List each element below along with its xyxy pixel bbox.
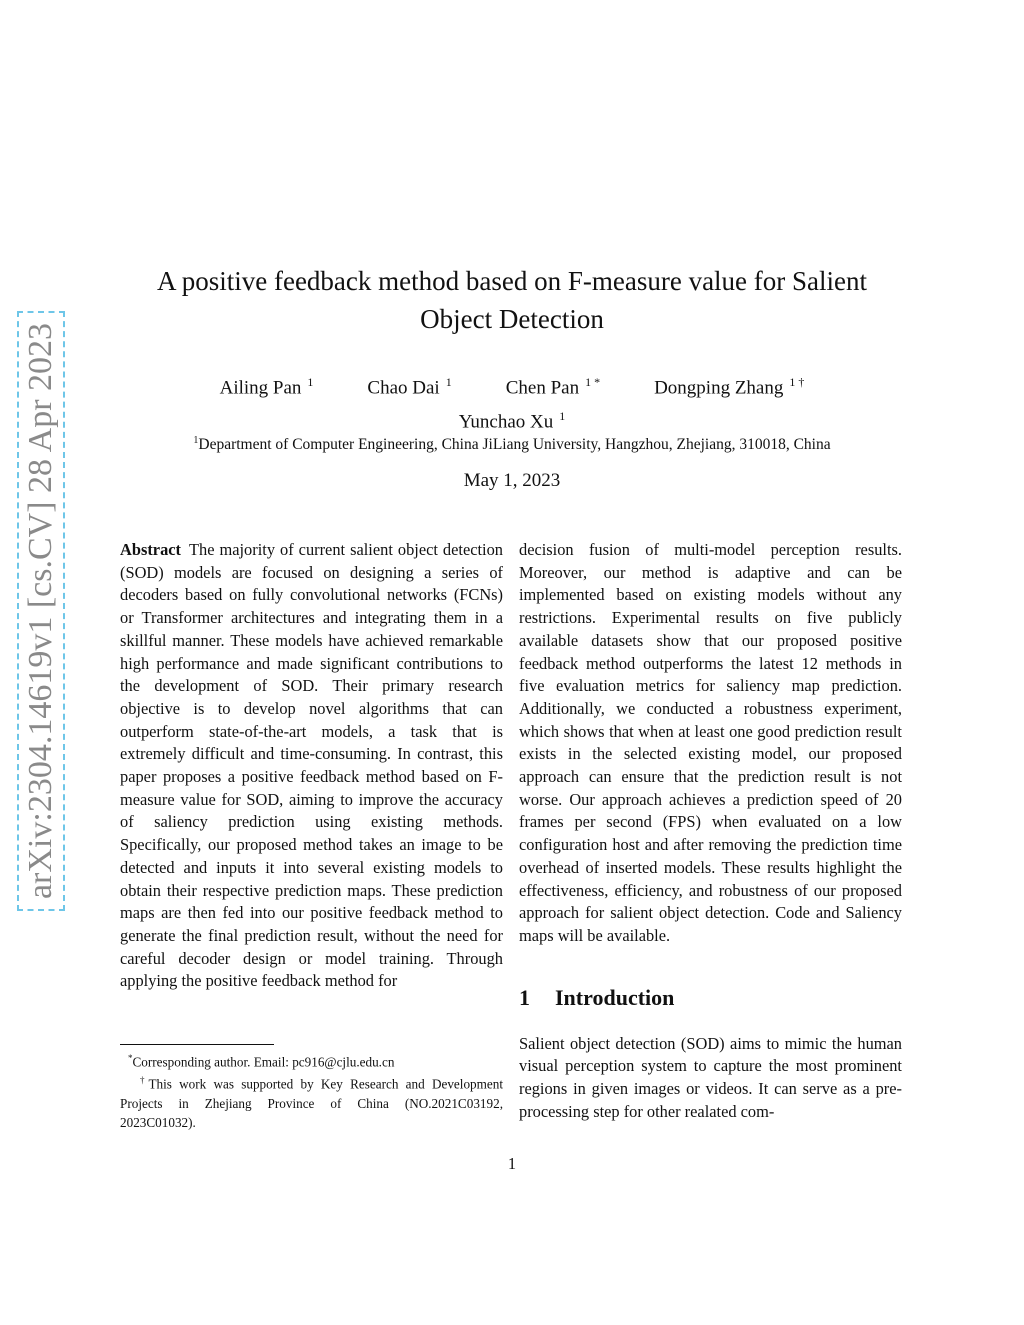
abstract-paragraph [120, 539, 503, 993]
author-marks: 1 [559, 409, 566, 423]
author [367, 369, 451, 401]
abstract-text-right: decision fusion of multi-model perception results. Moreover, our method is adaptive and can be implemented based on existing models without any restrictions. Experimental results on five publicly available datasets show that our proposed positive feedback method outperforms the latest 12 methods in five evaluation metrics for saliency map prediction. Additionally, we conducted a robustness experiment, which shows that when at least one good prediction result exists in the selected existing model, our proposed approach can ensure that the prediction result is not worse. Our approach achieves a prediction speed of 20 frames per second (FPS) when evaluated on a low configuration host and after removing the prediction time overhead of inserted models. These results highlight the effectiveness, efficiency, and robustness of our proposed approach for salient object detection. Code and Saliency maps will be available. [519, 540, 902, 945]
author-marks: 1 * [585, 375, 601, 389]
paper-title: A positive feedback method based on F-measure value for Salient Object Detection [156, 266, 868, 334]
author-list [120, 369, 904, 401]
introduction-text: Salient object detection (SOD) aims to mimic the human visual perception system to capture the most prominent regions in given images or videos. It can serve as a pre-processing step for other realated com- [519, 1033, 902, 1121]
affiliation-text: Department of Computer Engineering, China JiLiang University, Hangzhou, Zhejiang, 310018, China [198, 436, 831, 454]
author-name: Dongping Zhang [654, 377, 784, 399]
author-name: Chao Dai [367, 377, 440, 399]
section-title: Introduction [555, 984, 675, 1010]
footnote-text: Corresponding author. Email: pc916@cjlu.edu.cn [132, 1054, 395, 1070]
footnote [120, 1049, 503, 1071]
page-number: 1 [507, 1154, 517, 1173]
affiliation [120, 430, 904, 456]
footnote [120, 1071, 503, 1131]
right-column [519, 539, 902, 1123]
footnote-divider [120, 1044, 274, 1045]
author-name: Chen Pan [505, 377, 580, 399]
footnote-text: This work was supported by Key Research and Development Projects in Zhejiang Province of China (NO.2021C03192, 2023C01032). [120, 1076, 504, 1130]
left-column [120, 539, 503, 993]
footnote-mark: * [128, 1053, 133, 1063]
author [654, 369, 804, 401]
footnotes [120, 1049, 503, 1132]
arxiv-stamp-container [18, 313, 64, 909]
author-marks: 1 [445, 375, 452, 389]
arxiv-stamp[interactable]: arXiv:2304.14619v1 [cs.CV] 28 Apr 2023 [17, 311, 65, 911]
author-marks: 1 † [789, 375, 805, 389]
abstract-text-left: The majority of current salient object detection (SOD) models are focused on designing a series of decoders based on fully convolutional networks (FCNs) or Transformer architectures and integrating them in a skillful manner. These models have achieved remarkable high performance and made significant contributions to the development of SOD. Their primary research objective is to develop novel algorithms that can outperform state-of-the-art models, a task that is extremely difficult and time-consuming. In contrast, this paper proposes a positive feedback method based on F-measure value for SOD, aiming to improve the accuracy of saliency prediction using existing methods. Specifically, our proposed method takes an image to be detected and inputs it into several existing models to obtain their respective prediction maps. These prediction maps are then fed into our positive feedback method to generate the final prediction result, without the need for careful decoder design or model training. Through applying the positive feedback method for [120, 540, 503, 991]
section-heading-introduction [519, 983, 902, 1013]
section-number: 1 [519, 984, 530, 1010]
footnote-mark: † [140, 1075, 149, 1086]
author-marks: 1 [307, 375, 314, 389]
author [220, 369, 314, 401]
author-name: Yunchao Xu [458, 411, 554, 433]
author [506, 369, 600, 401]
publication-date: May 1, 2023 [463, 470, 561, 491]
author-name: Ailing Pan [219, 377, 302, 399]
affiliation-mark: 1 [193, 435, 199, 446]
abstract-label: Abstract [120, 540, 181, 559]
